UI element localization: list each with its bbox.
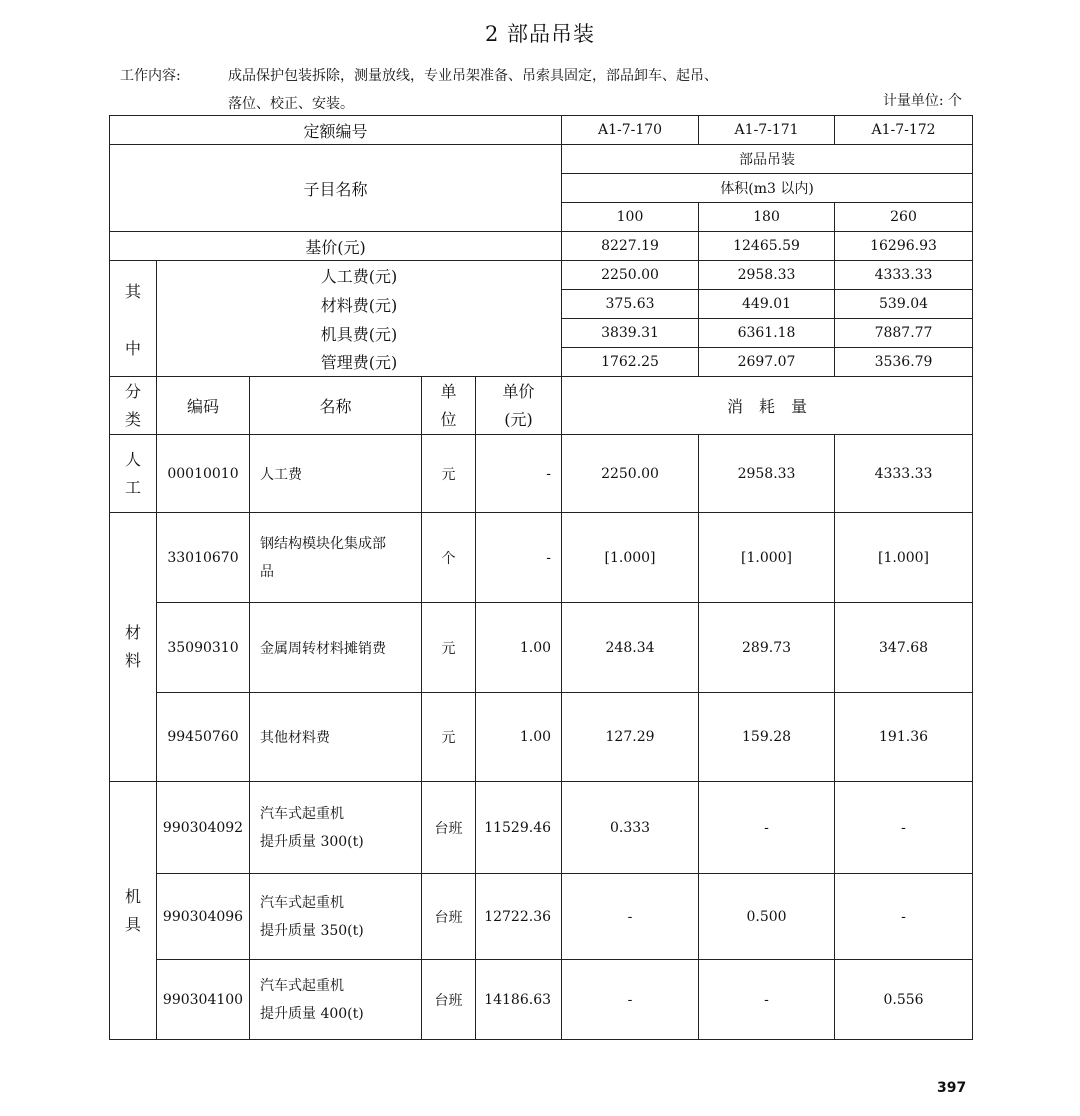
item-name — [250, 513, 422, 603]
cost-value: 7887.77 — [835, 319, 973, 348]
item-value: 248.34 — [562, 603, 699, 693]
item-name-line2: 提升质量 350(t) — [260, 922, 364, 939]
header-unit — [422, 377, 476, 435]
cost-value: 3536.79 — [835, 348, 973, 377]
category-machinery — [110, 782, 157, 1040]
machinery-row — [110, 782, 973, 874]
item-code: 990304092 — [157, 782, 250, 874]
header-price — [476, 377, 562, 435]
item-value: [1.000] — [562, 513, 699, 603]
item-code: 33010670 — [157, 513, 250, 603]
item-value: [1.000] — [699, 513, 835, 603]
cost-row-labor — [110, 261, 973, 290]
detail-header-row — [110, 377, 973, 435]
base-price: 16296.93 — [835, 232, 973, 261]
cost-value: 1762.25 — [562, 348, 699, 377]
item-code: 99450760 — [157, 693, 250, 782]
item-name-line2: 提升质量 300(t) — [260, 833, 364, 850]
material-row — [110, 603, 973, 693]
item-name-line1: 汽车式起重机 — [260, 805, 344, 822]
item-price: - — [476, 435, 562, 513]
category-machinery-1: 机 — [124, 886, 141, 906]
header-consumption: 消 耗 量 — [562, 377, 973, 435]
quota-no-row — [110, 116, 973, 145]
item-name: 金属周转材料摊销费 — [250, 603, 422, 693]
header-unit-1: 单 — [440, 381, 457, 401]
work-content-line2: 落位、校正、安装。 — [228, 96, 354, 112]
measurement-unit: 计量单位: 个 — [882, 93, 962, 109]
header-code: 编码 — [157, 377, 250, 435]
item-value: 159.28 — [699, 693, 835, 782]
item-value: 0.556 — [835, 960, 973, 1040]
item-value: 347.68 — [835, 603, 973, 693]
category-labor-2: 工 — [124, 477, 141, 497]
item-value: 0.333 — [562, 782, 699, 874]
item-price: 12722.36 — [476, 874, 562, 960]
item-name-line2: 品 — [260, 563, 274, 580]
item-name-label: 子目名称 — [110, 145, 562, 232]
quota-code: A1-7-170 — [562, 116, 699, 145]
category-material — [110, 513, 157, 782]
item-name: 人工费 — [250, 435, 422, 513]
among-label-2: 中 — [124, 338, 141, 358]
category-material-1: 材 — [124, 623, 141, 642]
item-value: - — [835, 874, 973, 960]
item-value: 2250.00 — [562, 435, 699, 513]
item-unit: 元 — [422, 435, 476, 513]
category-labor-1: 人 — [124, 449, 141, 469]
item-unit: 台班 — [422, 960, 476, 1040]
item-value: - — [562, 960, 699, 1040]
volume-label: 体积(m3 以内) — [562, 174, 973, 203]
material-row — [110, 693, 973, 782]
machinery-row — [110, 874, 973, 960]
cost-label: 材料费(元) — [157, 290, 562, 319]
labor-row — [110, 435, 973, 513]
item-unit: 元 — [422, 603, 476, 693]
header-name: 名称 — [250, 377, 422, 435]
item-price: - — [476, 513, 562, 603]
volume-value: 100 — [562, 203, 699, 232]
item-code: 990304100 — [157, 960, 250, 1040]
cost-value: 2958.33 — [699, 261, 835, 290]
work-content — [120, 62, 718, 118]
item-value: [1.000] — [835, 513, 973, 603]
header-category-1: 分 — [124, 381, 141, 401]
item-name-line1: 汽车式起重机 — [260, 977, 344, 994]
cost-value: 449.01 — [699, 290, 835, 319]
category-material-2: 料 — [124, 651, 141, 670]
cost-value: 375.63 — [562, 290, 699, 319]
item-code: 35090310 — [157, 603, 250, 693]
item-price: 1.00 — [476, 603, 562, 693]
work-content-label: 工作内容: — [120, 68, 181, 84]
cost-row-material — [110, 290, 973, 319]
item-value: - — [562, 874, 699, 960]
base-price-row — [110, 232, 973, 261]
item-value: 191.36 — [835, 693, 973, 782]
volume-value: 260 — [835, 203, 973, 232]
item-name-line1: 汽车式起重机 — [260, 894, 344, 911]
header-unit-2: 位 — [440, 409, 457, 429]
header-category — [110, 377, 157, 435]
item-name — [250, 874, 422, 960]
among-label-1: 其 — [124, 281, 141, 301]
item-price: 11529.46 — [476, 782, 562, 874]
cost-value: 6361.18 — [699, 319, 835, 348]
category-machinery-2: 具 — [124, 914, 141, 934]
cost-value: 539.04 — [835, 290, 973, 319]
among-label — [110, 261, 157, 377]
quota-code: A1-7-171 — [699, 116, 835, 145]
material-row — [110, 513, 973, 603]
item-unit: 台班 — [422, 874, 476, 960]
item-value: 0.500 — [699, 874, 835, 960]
page-title: 2 部品吊装 — [484, 22, 596, 46]
cost-value: 2250.00 — [562, 261, 699, 290]
cost-row-machinery — [110, 319, 973, 348]
cost-value: 3839.31 — [562, 319, 699, 348]
header-price-2: (元) — [504, 409, 533, 429]
machinery-row — [110, 960, 973, 1040]
item-value: 127.29 — [562, 693, 699, 782]
item-value: - — [699, 782, 835, 874]
item-value: - — [835, 782, 973, 874]
item-name: 其他材料费 — [250, 693, 422, 782]
item-group-row — [110, 145, 973, 174]
item-value: - — [699, 960, 835, 1040]
cost-label: 管理费(元) — [157, 348, 562, 377]
quota-table — [109, 115, 973, 1040]
category-labor — [110, 435, 157, 513]
header-price-1: 单价 — [502, 381, 535, 401]
item-name — [250, 960, 422, 1040]
item-price: 14186.63 — [476, 960, 562, 1040]
item-unit: 元 — [422, 693, 476, 782]
item-unit: 个 — [422, 513, 476, 603]
item-code: 990304096 — [157, 874, 250, 960]
volume-value: 180 — [699, 203, 835, 232]
cost-label: 人工费(元) — [157, 261, 562, 290]
item-value: 4333.33 — [835, 435, 973, 513]
cost-label: 机具费(元) — [157, 319, 562, 348]
item-value: 2958.33 — [699, 435, 835, 513]
cost-value: 2697.07 — [699, 348, 835, 377]
item-unit: 台班 — [422, 782, 476, 874]
quota-code: A1-7-172 — [835, 116, 973, 145]
item-price: 1.00 — [476, 693, 562, 782]
item-name — [250, 782, 422, 874]
header-category-2: 类 — [124, 409, 141, 429]
cost-value: 4333.33 — [835, 261, 973, 290]
item-group: 部品吊装 — [562, 145, 973, 174]
page-number: 397 — [937, 1080, 967, 1096]
base-price: 12465.59 — [699, 232, 835, 261]
base-price: 8227.19 — [562, 232, 699, 261]
work-content-line1: 成品保护包装拆除，测量放线，专业吊架准备、吊索具固定，部品卸车、起吊、 — [228, 68, 718, 84]
item-name-line1: 钢结构模块化集成部 — [260, 535, 386, 552]
item-value: 289.73 — [699, 603, 835, 693]
cost-row-management — [110, 348, 973, 377]
quota-no-label: 定额编号 — [110, 116, 562, 145]
item-code: 00010010 — [157, 435, 250, 513]
base-price-label: 基价(元) — [110, 232, 562, 261]
item-name-line2: 提升质量 400(t) — [260, 1005, 364, 1022]
